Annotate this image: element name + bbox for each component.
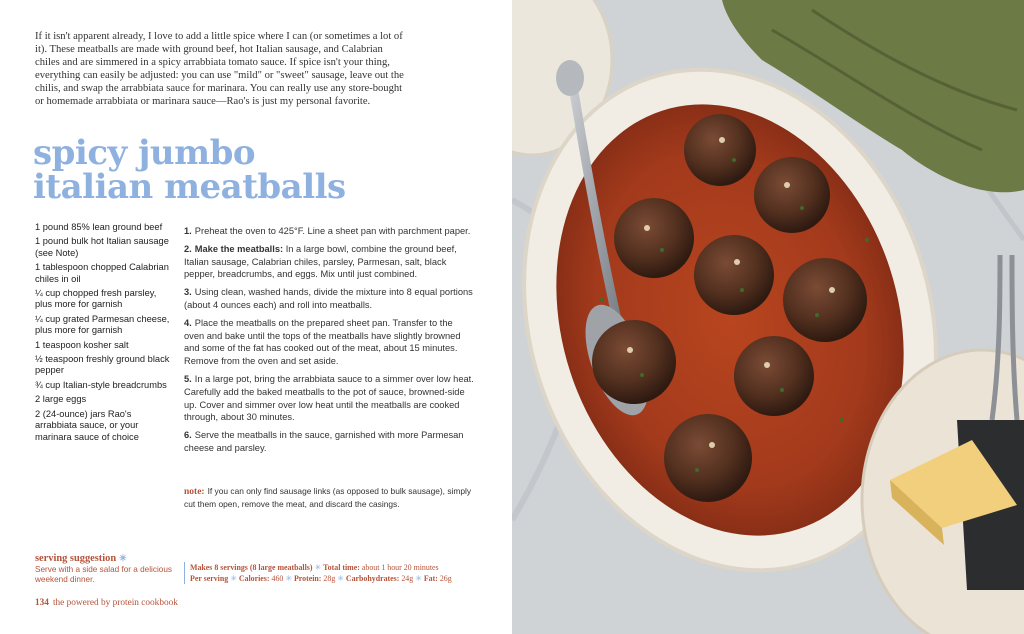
nutrition-row-2 bbox=[190, 573, 480, 584]
serving-suggestion bbox=[35, 552, 175, 585]
ingredient-item: ½ teaspoon freshly ground black pepper bbox=[35, 354, 170, 376]
step-number: 6. bbox=[184, 430, 192, 441]
note-text: If you can only find sausage links (as opposed to bulk sausage), simply cut them open, remove the meat, and discard the casings. bbox=[184, 486, 472, 509]
separator-icon: ✳ bbox=[337, 574, 344, 583]
fat-value: 26g bbox=[439, 574, 452, 583]
serving-suggestion-title bbox=[35, 552, 175, 565]
separator-icon: ✳ bbox=[314, 563, 322, 572]
ingredient-item: 1 tablespoon chopped Calabrian chiles in oil bbox=[35, 262, 169, 284]
meatball bbox=[592, 320, 676, 404]
meatball bbox=[664, 414, 752, 502]
step-item bbox=[184, 225, 474, 238]
step-text: In a large pot, bring the arrabbiata sauce to a simmer over low heat. Carefully add the baked meatballs to the pot of sauce, browned-side up. Cover and simmer over low heat until the meatballs are cooked through, about 30 minutes. bbox=[184, 373, 474, 423]
calories-value: 460 bbox=[271, 574, 284, 583]
servings-label: Makes 8 servings (8 large meatballs) bbox=[190, 563, 313, 572]
serving-suggestion-heading: serving suggestion bbox=[35, 553, 117, 564]
step-number: 5. bbox=[184, 373, 192, 384]
protein-value: 28g bbox=[323, 574, 336, 583]
step-text: Serve the meatballs in the sauce, garnished with more Parmesan cheese and parsley. bbox=[184, 430, 464, 453]
protein-label: Protein: bbox=[293, 574, 322, 583]
page-footer bbox=[35, 598, 178, 608]
step-text: Using clean, washed hands, divide the mixture into 8 equal portions (about 4 ounces each) and roll into meatballs. bbox=[184, 287, 473, 310]
meatball bbox=[684, 114, 756, 186]
ingredient-list bbox=[35, 222, 175, 446]
ingredient-item: 1 teaspoon kosher salt bbox=[35, 339, 129, 350]
ingredient-item: ¼ cup chopped fresh parsley, plus more for garnish bbox=[35, 288, 157, 310]
step-text: Preheat the oven to 425°F. Line a sheet pan with parchment paper. bbox=[194, 226, 471, 236]
meatball bbox=[614, 198, 694, 278]
carbs-label: Carbohydrates: bbox=[345, 574, 400, 583]
ingredient-item: ¾ cup Italian-style breadcrumbs bbox=[35, 379, 167, 390]
per-serving-label: Per serving bbox=[190, 574, 229, 583]
total-time-value: about 1 hour 20 minutes bbox=[361, 563, 439, 572]
meatball bbox=[734, 336, 814, 416]
separator-icon: ✳ bbox=[415, 574, 422, 583]
step-item bbox=[184, 317, 474, 368]
right-page bbox=[512, 0, 1024, 634]
asterisk-icon: ✳ bbox=[119, 553, 127, 563]
step-number: 4. bbox=[184, 317, 192, 328]
meatball bbox=[754, 157, 830, 233]
step-item bbox=[184, 373, 474, 424]
nutrition-info bbox=[184, 562, 480, 584]
recipe-note bbox=[184, 486, 474, 510]
step-number: 3. bbox=[184, 287, 192, 298]
meatball bbox=[783, 258, 867, 342]
book-title: the powered by protein cookbook bbox=[52, 598, 178, 608]
serving-suggestion-text: Serve with a side salad for a delicious weekend dinner. bbox=[35, 565, 172, 584]
meatballs-in-sauce-photo bbox=[512, 0, 1024, 634]
step-text: Place the meatballs on the prepared sheet pan. Transfer to the oven and bake until the tops of the meatballs have slightly browned and some of the fat has cooked out of the meat, about 15 minutes. Remove from the oven and set aside. bbox=[184, 317, 461, 367]
fat-label: Fat: bbox=[423, 574, 438, 583]
meatball bbox=[694, 235, 774, 315]
intro-paragraph: If it isn't apparent already, I love to add a little spice where I can (or sometimes a lot of it). These meatballs are made with ground beef, hot Italian sausage, and Calabrian chiles and are simmered in a spicy arrabbiata tomato sauce. If spice isn't your thing, everything can easily be adjusted: you can use "mild" or "sweet" sausage, leave out the chilis, and swap the arrabbiata sauce for marinara. You can really use any store-bought or homemade arrabbiata or marinara sauce—Rao's is just my personal favorite. bbox=[35, 31, 404, 107]
ingredient-item: 1 pound bulk hot Italian sausage (see Note) bbox=[35, 236, 169, 258]
separator-icon: ✳ bbox=[285, 574, 292, 583]
step-item bbox=[184, 286, 474, 312]
step-text: In a large bowl, combine the ground beef, Italian sausage, Calabrian chiles, parsley, Parmesan, salt, black pepper, breadcrumbs, and eggs. Mix until just combined. bbox=[184, 243, 457, 280]
instruction-steps bbox=[184, 225, 474, 460]
ingredient-item: ¼ cup grated Parmesan cheese, plus more for garnish bbox=[35, 313, 170, 336]
step-item bbox=[184, 243, 474, 281]
calories-label: Calories: bbox=[238, 574, 270, 583]
step-lead: Make the meatballs: bbox=[194, 243, 284, 254]
recipe-title-line-1: spicy jumbo bbox=[33, 133, 256, 173]
total-time-label: Total time: bbox=[323, 563, 360, 572]
note-label: note: bbox=[184, 487, 205, 497]
ingredient-item: 2 large eggs bbox=[35, 394, 87, 405]
step-item bbox=[184, 429, 474, 455]
separator-icon: ✳ bbox=[230, 574, 237, 583]
ingredient-item: 1 pound 85% lean ground beef bbox=[35, 222, 163, 232]
step-number: 2. bbox=[184, 243, 192, 254]
ingredient-item: 2 (24-ounce) jars Rao's arrabbiata sauce, or your marinara sauce of choice bbox=[35, 408, 139, 442]
step-number: 1. bbox=[184, 226, 192, 236]
recipe-title bbox=[33, 133, 346, 207]
nutrition-row-1 bbox=[190, 562, 480, 573]
recipe-title-line-2: italian meatballs bbox=[33, 167, 346, 207]
carbs-value: 24g bbox=[401, 574, 414, 583]
page-number: 134 bbox=[35, 598, 49, 608]
